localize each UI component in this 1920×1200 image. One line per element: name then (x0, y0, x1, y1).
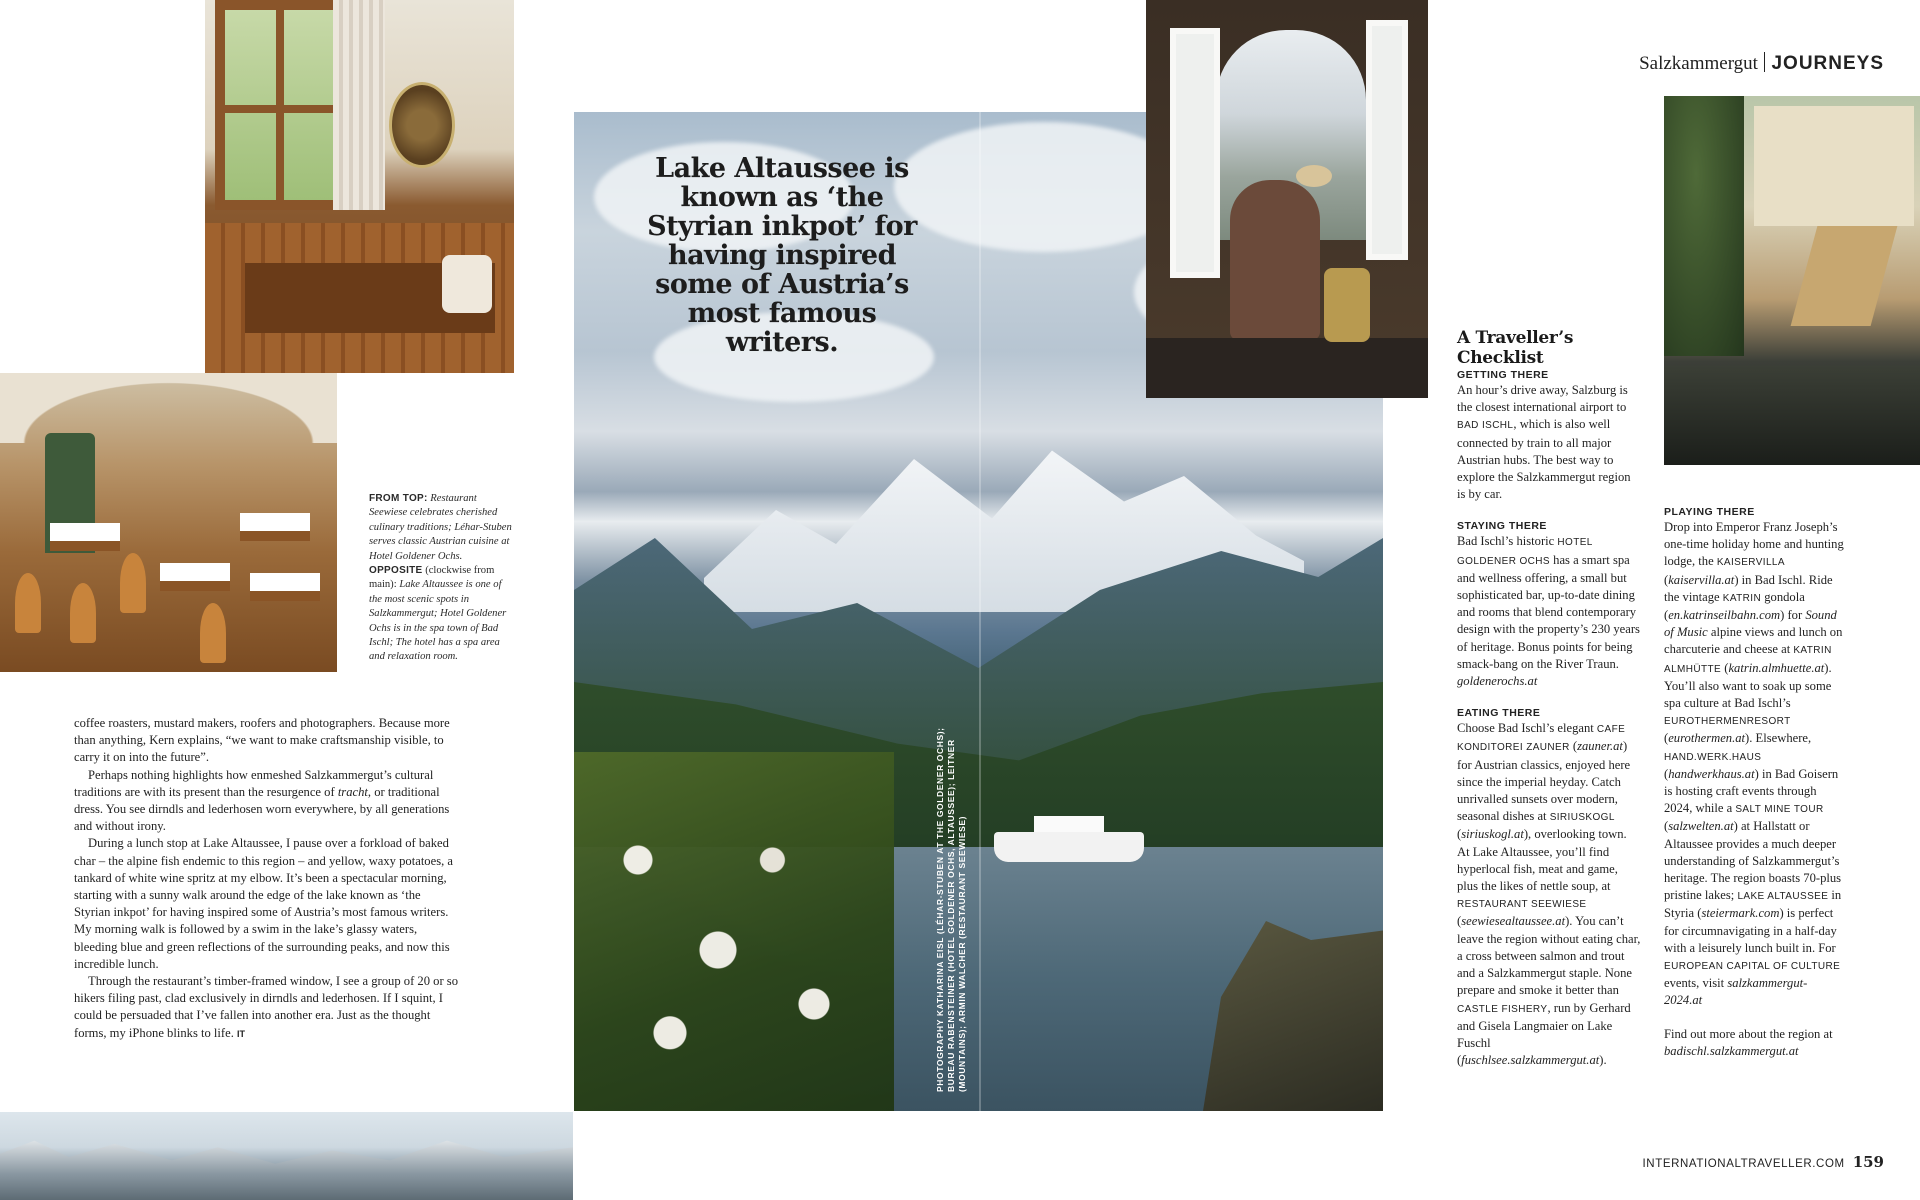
website-link[interactable]: kaiservilla.at (1668, 572, 1735, 587)
heading-staying-there: STAYING THERE (1457, 520, 1547, 533)
body-text: Perhaps nothing highlights how enmeshed Salzkammergut’s cultural traditions are with its present than the resurgence of (74, 767, 434, 799)
checklist-column-right (1664, 505, 1844, 1060)
text-run: ) in Bad Goisern is hosting craft events through 2024, while a (1664, 766, 1839, 816)
hat-shape (1296, 165, 1332, 187)
place-name: EUROTHERMENRESORT (1664, 716, 1791, 728)
text-run: ). Elsewhere, (1745, 731, 1812, 746)
website-link[interactable]: steiermark.com (1701, 906, 1780, 921)
website-link[interactable]: en.katrinseilbahn.com (1668, 608, 1781, 623)
text-run: ( (1457, 827, 1462, 842)
place-name: CASTLE FISHERY (1457, 1003, 1548, 1015)
place-name: SALT MINE TOUR (1735, 804, 1824, 816)
text-run: ), overlooking town. At Lake Altaussee, you’ll find hyperlocal fish, meat and game, plus the likes of nettle soup, at (1457, 827, 1627, 894)
text-run: ( (1457, 914, 1462, 929)
body-paragraph (74, 767, 458, 836)
boat-shape (994, 832, 1144, 862)
website-link[interactable]: salzwelten.at (1668, 819, 1734, 834)
text-run: ( (1664, 572, 1669, 587)
text-run: ). (1599, 1053, 1607, 1068)
body-text: , or traditional dress. You see dirndls and lederhosen worn everywhere, by all generations and without irony. (74, 784, 450, 834)
photo-caption (369, 492, 514, 665)
website-link[interactable]: seewiesealtaussee.at (1461, 914, 1566, 929)
text-run: , which is also well connected by train to all major Austrian hubs. The best way to explore the Salzkammergut region is by car. (1457, 417, 1631, 502)
website-link[interactable]: salzkammergut-2024.at (1664, 976, 1808, 1008)
article-body (74, 715, 458, 1043)
text-run: events, visit (1664, 976, 1728, 991)
website-link[interactable]: fuschlsee.salzkammergut.at (1461, 1053, 1600, 1068)
running-head (1639, 52, 1884, 75)
chair-shape (200, 603, 226, 663)
playing-there-text (1664, 519, 1844, 1010)
staying-there-text (1457, 533, 1641, 690)
checklist-column-left (1457, 328, 1641, 1069)
decorative-plate-shape (389, 82, 455, 168)
peaks-shape (0, 1134, 573, 1200)
place-name: KATRIN (1722, 592, 1762, 604)
text-run: ) at Hallstatt or Altaussee provides a much deeper understanding of Salzkammergut’s heritage. The region boasts 70-plus pristine lakes; (1664, 819, 1842, 903)
photo-mountains (0, 1112, 573, 1200)
photo-lehar-stuben (0, 373, 337, 672)
table-shape (250, 573, 320, 601)
table-shape (50, 523, 120, 551)
text-run: Bad Ischl’s historic (1457, 534, 1558, 549)
website-name: INTERNATIONALTRAVELLER.COM (1642, 1158, 1845, 1170)
caption-label-opposite: OPPOSITE (369, 565, 423, 577)
table-shape (240, 513, 310, 541)
emphasis: Sound of Music (1664, 608, 1837, 640)
text-run: ) is perfect for circumnavigating in a half-day with a leisurely lunch built in. For (1664, 906, 1837, 955)
chair-shape (15, 573, 41, 633)
find-more-text (1664, 1026, 1844, 1060)
text-run: in Styria ( (1664, 888, 1842, 921)
tree-shape (1664, 96, 1744, 356)
photo-credit: PHOTOGRAPHY KATHARINA EISL (LÉHAR-STUBEN AT THE GOLDENER OCHS); BUREAU RABENSTEINER (HOTEL GOLDENER OCHS, ALTAUSSEE); LEITNER (MOUNTAINS); ARMIN WALCHER (RESTAURANT SEEWIESE) (935, 727, 967, 1092)
chair-shape (70, 583, 96, 643)
section-name: Salzkammergut (1639, 53, 1758, 74)
photo-restaurant-seewiese (205, 0, 514, 373)
text-run: ( (1664, 819, 1669, 834)
page-gutter (979, 112, 981, 1111)
category-name: JOURNEYS (1771, 53, 1884, 74)
place-name: KAISERVILLA (1716, 557, 1785, 569)
website-link[interactable]: zauner.at (1577, 739, 1623, 754)
window-shutter-shape (1170, 28, 1220, 278)
photo-hotel-goldener-ochs-window (1146, 0, 1428, 398)
text-run: Drop into Emperor Franz Joseph’s one-time holiday home and hunting lodge, the (1664, 520, 1844, 569)
text-run: gondola ( (1664, 589, 1805, 623)
pull-quote: Lake Altaussee is known as ‘the Styrian inkpot’ for having inspired some of Austria’s most famous writers. (647, 153, 917, 358)
body-text: Through the restaurant’s timber-framed window, I see a group of 20 or so hikers filing past, clad exclusively in dirndls and lederhosen. If I squint, I could be persuaded that I’ve fallen into another era. Just as the thought forms, my iPhone blinks to life. (74, 974, 458, 1040)
page-number: 159 (1852, 1153, 1884, 1171)
text-run: alpine views and lunch on charcuterie and cheese at (1664, 625, 1843, 657)
text-run: ( (1721, 660, 1729, 675)
caption-from-top-text: Restaurant Seewiese celebrates cherished culinary traditions; Léhar-Stuben serves classic Austrian cuisine at Hotel Goldener Ochs. (369, 493, 512, 562)
table-shape (160, 563, 230, 591)
text-run: ) for (1780, 608, 1806, 623)
body-emphasis: tracht (337, 784, 368, 799)
website-link[interactable]: katrin.almhuette.at (1728, 660, 1825, 675)
chair-shape (120, 553, 146, 613)
place-name: EUROPEAN CAPITAL OF CULTURE (1664, 961, 1841, 973)
text-run: Find out more about the region at (1664, 1026, 1833, 1041)
curtain-shape (333, 0, 385, 210)
pillow-shape (442, 255, 492, 313)
text-run: ( (1569, 739, 1578, 754)
heading-eating-there: EATING THERE (1457, 707, 1541, 720)
place-name: CAFE KONDITOREI ZAUNER (1457, 724, 1626, 754)
eating-there-text (1457, 720, 1641, 1069)
page-footer (1643, 1153, 1885, 1172)
place-name: RESTAURANT SEEWIESE (1457, 899, 1587, 911)
pool-shape (1664, 366, 1920, 465)
caption-opposite-text: Lake Altaussee is one of the most scenic spots in Salzkammergut; Hotel Goldener Ochs is in the spa town of Bad Ischl; The hotel has a spa area and relaxation room. (369, 579, 507, 663)
window-shutter-shape (1366, 20, 1408, 260)
end-mark: IT (237, 1028, 246, 1039)
text-run: ( (1664, 731, 1669, 746)
house-shape (1754, 106, 1914, 226)
website-link[interactable]: siriuskogl.at (1461, 827, 1524, 842)
caption-label-from-top: FROM TOP: (369, 493, 428, 504)
body-paragraph: coffee roasters, mustard makers, roofers and photographers. Because more than anything, Kern explains, “we want to make craftsmanship visible, to carry it on into the future”. (74, 716, 450, 765)
website-link[interactable]: goldenerochs.at (1457, 674, 1538, 689)
heading-playing-there: PLAYING THERE (1664, 506, 1755, 518)
text-run: ) for Austrian classics, enjoyed here since the imperial heyday. Catch unrivalled sunsets over modern, seasonal dishes at (1457, 739, 1631, 824)
text-run: ). You can’t leave the region without eating char, a cross between salmon and trout and a Salzkammergut staple. None prepare and smoke it better than (1457, 914, 1641, 998)
text-run: ). You’ll also want to soak up some spa culture at Bad Ischl’s (1664, 660, 1832, 711)
pillow-shape (1324, 268, 1370, 342)
elderflower-foreground-shape (574, 752, 894, 1111)
checklist-title: A Traveller’s Checklist (1457, 328, 1574, 368)
body-paragraph: During a lunch stop at Lake Altaussee, I pause over a forkload of baked char – the alpine fish endemic to this region – and yellow, waxy potatoes, a tankard of white wine spritz at my elbow. It’s been a spectacular morning, starting with a sunny walk around the edge of the lake known as ‘the Styrian inkpot’ for having inspired some of Austria’s most famous writers. My morning walk is followed by a swim in the lake’s glassy waters, bleeding blue and green reflections of the surrounding peaks, and now this incredible lunch. (74, 836, 453, 971)
lounge-chair-shape (1791, 226, 1898, 326)
place-name: LAKE ALTAUSSEE (1737, 891, 1829, 903)
caption-opposite-clockwise: (clockwise from main): (369, 565, 495, 591)
website-link[interactable]: eurothermen.at (1668, 731, 1746, 746)
place-name: KATRIN ALMHÜTTE (1664, 645, 1832, 675)
heading-getting-there: GETTING THERE (1457, 369, 1549, 381)
text-run: ) in Bad Ischl. Ride the vintage (1664, 572, 1833, 604)
photo-spa-terrace (1664, 96, 1920, 465)
place-name: BAD ISCHL (1457, 420, 1514, 432)
spacer (1457, 503, 1641, 519)
spacer (1457, 690, 1641, 706)
woman-figure-shape (1230, 180, 1320, 340)
text-run: An hour’s drive away, Salzburg is the closest international airport to (1457, 383, 1628, 415)
window-shape (215, 0, 345, 210)
text-run: , run by Gerhard and Gisela Langmaier on Lake Fuschl ( (1457, 1000, 1631, 1068)
window-seat-shape (1146, 338, 1428, 398)
body-paragraph (74, 973, 458, 1043)
spacer (1664, 1010, 1844, 1026)
text-run: ( (1664, 766, 1669, 781)
place-name: SIRIUSKOGL (1549, 812, 1615, 824)
divider (1764, 52, 1766, 72)
website-link[interactable]: badischl.salzkammergut.at (1664, 1043, 1799, 1058)
website-link[interactable]: handwerkhaus.at (1668, 766, 1755, 781)
text-run: Choose Bad Ischl’s elegant (1457, 721, 1597, 736)
getting-there-text (1457, 382, 1641, 503)
place-name: HOTEL GOLDENER OCHS (1457, 537, 1593, 567)
text-run: has a smart spa and wellness offering, a small but sophisticated bar, up-to-date dining and rooms that blend contemporary design with the property’s 230 years of heritage. Bonus points for being smack-bang on the River Traun. (1457, 552, 1640, 671)
place-name: HAND.WERK.HAUS (1664, 751, 1762, 763)
